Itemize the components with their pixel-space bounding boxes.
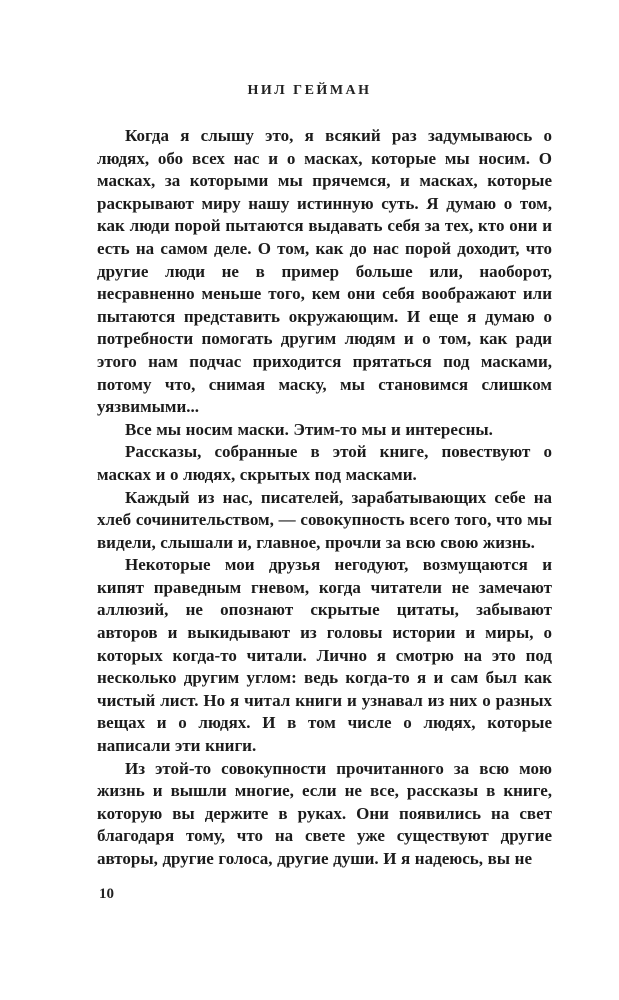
running-header: НИЛ ГЕЙМАН [247, 83, 372, 98]
paragraph: Когда я слышу это, я всякий раз задумываюсь о людях, обо всех нас и о масках, которые мы носим. О масках, за которыми мы прячемся, и масках, которые раскрывают миру нашу истинную суть. Я думаю о том, как люди порой пытаются выдавать себя за тех, кто они и есть на самом деле. О том, как до нас порой доходит, что другие люди не в пример больше или, наоборот, несравненно меньше того, кем они себя воображают или пытаются представить окружающим. И еще я думаю о потребности помогать другим людям и о том, как ради этого нам подчас приходится прятаться под масками, потому что, снимая маску, мы становимся слишком уязвимыми... [97, 126, 552, 417]
paragraph: Каждый из нас, писателей, зарабатывающих себе на хлеб сочинительством, — совокупность всего того, что мы видели, слышали и, главное, прочли за всю свою жизнь. [97, 487, 552, 552]
paragraph: Рассказы, собранные в этой книге, повествуют о масках и о людях, скрытых под масками. [97, 442, 552, 484]
text-block [97, 125, 552, 871]
paragraph: Некоторые мои друзья негодуют, возмущаются и кипят праведным гневом, когда читатели не замечают аллюзий, не опознают скрытые цитаты, забывают авторов и выкидывают из головы истории и миры, о которых когда-то читали. Лично я смотрю на это под несколько другим углом: ведь когда-то я и сам был как чистый лист. Но я читал книги и узнавал из них о разных вещах и о людях. И в том числе о людях, которые написали эти книги. [97, 555, 552, 756]
paragraph: Из этой-то совокупности прочитанного за всю мою жизнь и вышли многие, если не все, рассказы в книге, которую вы держите в руках. Они появились на свет благодаря тому, что на свете уже существуют другие авторы, другие голоса, другие души. И я надеюсь, вы не [97, 758, 552, 868]
paragraph: Все мы носим маски. Этим-то мы и интересны. [125, 419, 493, 439]
page-number: 10 [99, 886, 114, 902]
